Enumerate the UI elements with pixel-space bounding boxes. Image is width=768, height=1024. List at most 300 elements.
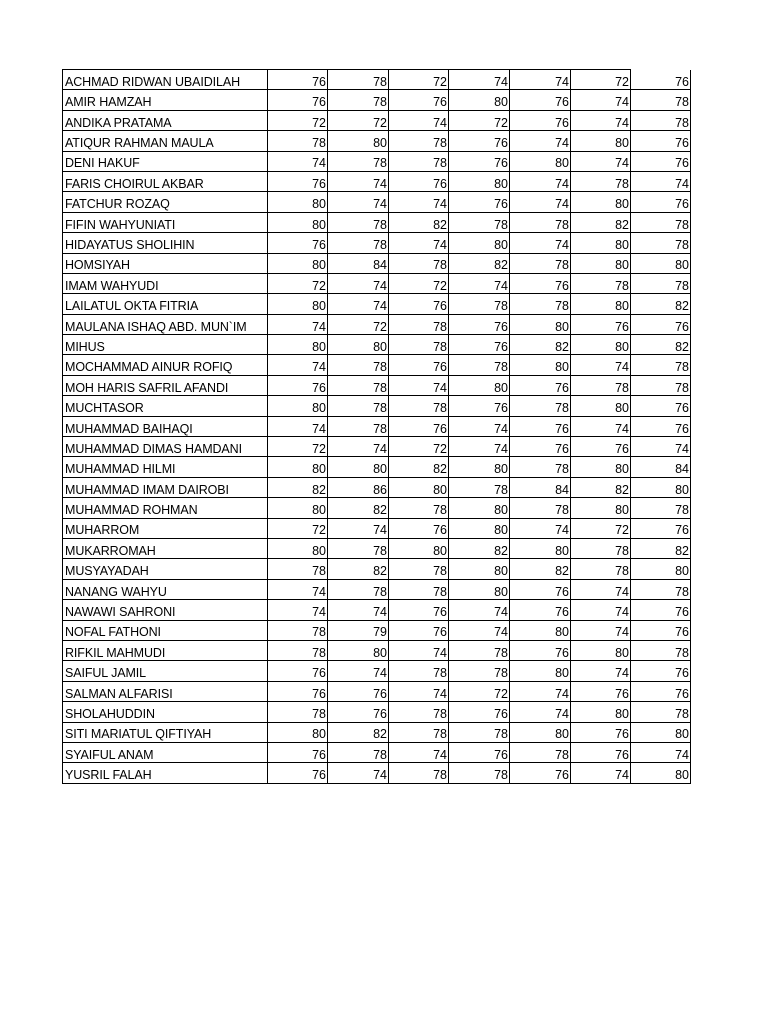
score-cell: 80 bbox=[510, 314, 571, 334]
score-cell: 78 bbox=[510, 498, 571, 518]
score-cell: 78 bbox=[449, 640, 510, 660]
score-cell: 76 bbox=[631, 620, 691, 640]
score-cell: 78 bbox=[328, 70, 389, 90]
grades-table-body bbox=[63, 70, 691, 784]
score-cell: 78 bbox=[571, 538, 631, 558]
score-cell: 76 bbox=[389, 90, 449, 110]
table-row bbox=[63, 273, 691, 293]
score-cell: 74 bbox=[510, 70, 571, 90]
score-cell: 80 bbox=[571, 192, 631, 212]
score-cell: 74 bbox=[571, 110, 631, 130]
score-cell: 82 bbox=[631, 538, 691, 558]
score-cell: 78 bbox=[631, 640, 691, 660]
score-cell: 78 bbox=[449, 477, 510, 497]
score-cell: 74 bbox=[510, 681, 571, 701]
score-cell: 74 bbox=[571, 579, 631, 599]
score-cell: 78 bbox=[328, 396, 389, 416]
score-cell: 74 bbox=[631, 171, 691, 191]
score-cell: 80 bbox=[328, 335, 389, 355]
score-cell: 74 bbox=[389, 681, 449, 701]
grades-table bbox=[62, 69, 691, 784]
score-cell: 80 bbox=[268, 294, 328, 314]
score-cell: 74 bbox=[328, 273, 389, 293]
score-cell: 80 bbox=[328, 640, 389, 660]
score-cell: 80 bbox=[268, 498, 328, 518]
score-cell: 80 bbox=[510, 538, 571, 558]
score-cell: 72 bbox=[571, 70, 631, 90]
score-cell: 80 bbox=[631, 477, 691, 497]
score-cell: 74 bbox=[268, 151, 328, 171]
score-cell: 76 bbox=[449, 742, 510, 762]
score-cell: 86 bbox=[328, 477, 389, 497]
score-cell: 76 bbox=[389, 171, 449, 191]
score-cell: 79 bbox=[328, 620, 389, 640]
score-cell: 80 bbox=[510, 722, 571, 742]
score-cell: 78 bbox=[328, 151, 389, 171]
score-cell: 78 bbox=[328, 538, 389, 558]
score-cell: 80 bbox=[449, 171, 510, 191]
score-cell: 76 bbox=[510, 416, 571, 436]
student-name-cell: IMAM WAHYUDI bbox=[63, 273, 268, 293]
score-cell: 78 bbox=[389, 722, 449, 742]
student-name-cell: MOCHAMMAD AINUR ROFIQ bbox=[63, 355, 268, 375]
score-cell: 76 bbox=[631, 314, 691, 334]
score-cell: 74 bbox=[328, 518, 389, 538]
score-cell: 78 bbox=[389, 559, 449, 579]
score-cell: 74 bbox=[389, 110, 449, 130]
score-cell: 78 bbox=[449, 355, 510, 375]
score-cell: 80 bbox=[631, 722, 691, 742]
score-cell: 76 bbox=[571, 437, 631, 457]
score-cell: 74 bbox=[389, 233, 449, 253]
score-cell: 72 bbox=[389, 273, 449, 293]
table-row bbox=[63, 396, 691, 416]
score-cell: 76 bbox=[510, 640, 571, 660]
table-row bbox=[63, 437, 691, 457]
score-cell: 76 bbox=[571, 722, 631, 742]
score-cell: 78 bbox=[571, 273, 631, 293]
score-cell: 82 bbox=[268, 477, 328, 497]
score-cell: 80 bbox=[449, 375, 510, 395]
score-cell: 80 bbox=[631, 763, 691, 783]
table-row bbox=[63, 90, 691, 110]
table-row bbox=[63, 171, 691, 191]
score-cell: 78 bbox=[389, 314, 449, 334]
score-cell: 78 bbox=[449, 722, 510, 742]
score-cell: 72 bbox=[449, 681, 510, 701]
score-cell: 76 bbox=[631, 151, 691, 171]
table-row bbox=[63, 253, 691, 273]
student-name-cell: SAIFUL JAMIL bbox=[63, 661, 268, 681]
score-cell: 76 bbox=[268, 763, 328, 783]
score-cell: 74 bbox=[510, 233, 571, 253]
score-cell: 82 bbox=[510, 335, 571, 355]
score-cell: 78 bbox=[389, 579, 449, 599]
score-cell: 78 bbox=[510, 742, 571, 762]
score-cell: 78 bbox=[328, 416, 389, 436]
score-cell: 78 bbox=[571, 559, 631, 579]
score-cell: 74 bbox=[328, 192, 389, 212]
score-cell: 76 bbox=[631, 681, 691, 701]
score-cell: 82 bbox=[328, 722, 389, 742]
score-cell: 78 bbox=[328, 579, 389, 599]
score-cell: 76 bbox=[449, 131, 510, 151]
table-row bbox=[63, 335, 691, 355]
score-cell: 80 bbox=[510, 151, 571, 171]
score-cell: 74 bbox=[449, 600, 510, 620]
score-cell: 74 bbox=[268, 416, 328, 436]
table-row bbox=[63, 661, 691, 681]
score-cell: 78 bbox=[328, 90, 389, 110]
score-cell: 80 bbox=[571, 294, 631, 314]
score-cell: 76 bbox=[510, 600, 571, 620]
score-cell: 72 bbox=[389, 70, 449, 90]
score-cell: 76 bbox=[631, 131, 691, 151]
score-cell: 78 bbox=[631, 579, 691, 599]
score-cell: 74 bbox=[449, 70, 510, 90]
student-name-cell: AMIR HAMZAH bbox=[63, 90, 268, 110]
score-cell: 72 bbox=[268, 518, 328, 538]
score-cell: 72 bbox=[449, 110, 510, 130]
score-cell: 76 bbox=[328, 702, 389, 722]
score-cell: 78 bbox=[449, 763, 510, 783]
score-cell: 74 bbox=[571, 763, 631, 783]
score-cell: 76 bbox=[389, 600, 449, 620]
table-row bbox=[63, 233, 691, 253]
score-cell: 74 bbox=[328, 763, 389, 783]
score-cell: 80 bbox=[571, 335, 631, 355]
student-name-cell: MUCHTASOR bbox=[63, 396, 268, 416]
table-row bbox=[63, 477, 691, 497]
student-name-cell: DENI HAKUF bbox=[63, 151, 268, 171]
score-cell: 76 bbox=[449, 151, 510, 171]
table-row bbox=[63, 314, 691, 334]
score-cell: 74 bbox=[510, 131, 571, 151]
score-cell: 76 bbox=[449, 314, 510, 334]
student-name-cell: RIFKIL MAHMUDI bbox=[63, 640, 268, 660]
score-cell: 80 bbox=[268, 212, 328, 232]
score-cell: 82 bbox=[389, 212, 449, 232]
score-cell: 74 bbox=[389, 375, 449, 395]
score-cell: 74 bbox=[268, 579, 328, 599]
score-cell: 74 bbox=[510, 518, 571, 538]
student-name-cell: SITI MARIATUL QIFTIYAH bbox=[63, 722, 268, 742]
student-name-cell: MUHAMMAD IMAM DAIROBI bbox=[63, 477, 268, 497]
score-cell: 82 bbox=[389, 457, 449, 477]
score-cell: 80 bbox=[449, 579, 510, 599]
score-cell: 80 bbox=[571, 131, 631, 151]
score-cell: 78 bbox=[328, 355, 389, 375]
score-cell: 80 bbox=[328, 131, 389, 151]
score-cell: 76 bbox=[449, 396, 510, 416]
score-cell: 74 bbox=[328, 661, 389, 681]
score-cell: 78 bbox=[268, 559, 328, 579]
score-cell: 74 bbox=[268, 600, 328, 620]
score-cell: 80 bbox=[510, 620, 571, 640]
student-name-cell: MUHAMMAD DIMAS HAMDANI bbox=[63, 437, 268, 457]
score-cell: 76 bbox=[631, 600, 691, 620]
score-cell: 78 bbox=[571, 375, 631, 395]
student-name-cell: MAULANA ISHAQ ABD. MUN`IM bbox=[63, 314, 268, 334]
score-cell: 74 bbox=[449, 437, 510, 457]
student-name-cell: NANANG WAHYU bbox=[63, 579, 268, 599]
score-cell: 82 bbox=[631, 335, 691, 355]
score-cell: 76 bbox=[510, 437, 571, 457]
score-cell: 74 bbox=[510, 192, 571, 212]
score-cell: 82 bbox=[510, 559, 571, 579]
score-cell: 78 bbox=[631, 110, 691, 130]
score-cell: 80 bbox=[268, 192, 328, 212]
score-cell: 78 bbox=[268, 620, 328, 640]
score-cell: 78 bbox=[631, 212, 691, 232]
table-row bbox=[63, 742, 691, 762]
score-cell: 76 bbox=[268, 90, 328, 110]
score-cell: 76 bbox=[510, 273, 571, 293]
score-cell: 74 bbox=[268, 355, 328, 375]
score-cell: 74 bbox=[328, 171, 389, 191]
student-name-cell: MOH HARIS SAFRIL AFANDI bbox=[63, 375, 268, 395]
score-cell: 78 bbox=[389, 151, 449, 171]
score-cell: 74 bbox=[328, 437, 389, 457]
score-cell: 78 bbox=[631, 355, 691, 375]
student-name-cell: MUHAMMAD HILMI bbox=[63, 457, 268, 477]
table-row bbox=[63, 212, 691, 232]
score-cell: 74 bbox=[510, 171, 571, 191]
score-cell: 76 bbox=[631, 518, 691, 538]
score-cell: 80 bbox=[571, 396, 631, 416]
score-cell: 78 bbox=[328, 375, 389, 395]
score-cell: 76 bbox=[268, 233, 328, 253]
score-cell: 78 bbox=[268, 702, 328, 722]
score-cell: 78 bbox=[328, 212, 389, 232]
table-row bbox=[63, 538, 691, 558]
table-row bbox=[63, 640, 691, 660]
score-cell: 76 bbox=[449, 335, 510, 355]
score-cell: 74 bbox=[571, 600, 631, 620]
score-cell: 76 bbox=[510, 763, 571, 783]
score-cell: 76 bbox=[631, 661, 691, 681]
score-cell: 76 bbox=[389, 355, 449, 375]
score-cell: 72 bbox=[268, 110, 328, 130]
table-row bbox=[63, 131, 691, 151]
score-cell: 76 bbox=[268, 661, 328, 681]
score-cell: 78 bbox=[389, 396, 449, 416]
score-cell: 72 bbox=[268, 437, 328, 457]
score-cell: 78 bbox=[268, 640, 328, 660]
score-cell: 76 bbox=[389, 620, 449, 640]
score-cell: 76 bbox=[631, 396, 691, 416]
score-cell: 74 bbox=[449, 416, 510, 436]
score-cell: 74 bbox=[571, 416, 631, 436]
score-cell: 76 bbox=[268, 742, 328, 762]
table-row bbox=[63, 681, 691, 701]
score-cell: 80 bbox=[449, 518, 510, 538]
score-cell: 84 bbox=[510, 477, 571, 497]
score-cell: 80 bbox=[268, 253, 328, 273]
score-cell: 74 bbox=[510, 702, 571, 722]
score-cell: 78 bbox=[389, 661, 449, 681]
table-row bbox=[63, 579, 691, 599]
table-row bbox=[63, 416, 691, 436]
score-cell: 80 bbox=[571, 253, 631, 273]
score-cell: 78 bbox=[389, 763, 449, 783]
score-cell: 78 bbox=[631, 375, 691, 395]
student-name-cell: MUHAMMAD BAIHAQI bbox=[63, 416, 268, 436]
score-cell: 76 bbox=[449, 192, 510, 212]
score-cell: 76 bbox=[631, 416, 691, 436]
score-cell: 80 bbox=[268, 538, 328, 558]
score-cell: 80 bbox=[328, 457, 389, 477]
table-row bbox=[63, 457, 691, 477]
score-cell: 82 bbox=[449, 538, 510, 558]
score-cell: 74 bbox=[328, 600, 389, 620]
table-row bbox=[63, 518, 691, 538]
table-row bbox=[63, 702, 691, 722]
student-name-cell: SHOLAHUDDIN bbox=[63, 702, 268, 722]
score-cell: 80 bbox=[510, 661, 571, 681]
score-cell: 82 bbox=[328, 559, 389, 579]
score-cell: 72 bbox=[268, 273, 328, 293]
score-cell: 74 bbox=[571, 661, 631, 681]
score-cell: 78 bbox=[449, 661, 510, 681]
score-cell: 76 bbox=[449, 702, 510, 722]
score-cell: 80 bbox=[571, 640, 631, 660]
score-cell: 74 bbox=[389, 742, 449, 762]
score-cell: 80 bbox=[389, 477, 449, 497]
score-cell: 80 bbox=[510, 355, 571, 375]
score-cell: 76 bbox=[389, 294, 449, 314]
score-cell: 78 bbox=[631, 233, 691, 253]
score-cell: 82 bbox=[571, 212, 631, 232]
student-name-cell: FATCHUR ROZAQ bbox=[63, 192, 268, 212]
student-name-cell: NAWAWI SAHRONI bbox=[63, 600, 268, 620]
score-cell: 78 bbox=[389, 702, 449, 722]
student-name-cell: ATIQUR RAHMAN MAULA bbox=[63, 131, 268, 151]
score-cell: 84 bbox=[631, 457, 691, 477]
score-cell: 74 bbox=[389, 640, 449, 660]
score-cell: 84 bbox=[328, 253, 389, 273]
student-name-cell: FARIS CHOIRUL AKBAR bbox=[63, 171, 268, 191]
score-cell: 76 bbox=[571, 742, 631, 762]
score-cell: 78 bbox=[631, 273, 691, 293]
score-cell: 78 bbox=[631, 498, 691, 518]
score-cell: 76 bbox=[571, 314, 631, 334]
score-cell: 76 bbox=[389, 416, 449, 436]
score-cell: 80 bbox=[449, 233, 510, 253]
score-cell: 80 bbox=[449, 90, 510, 110]
table-row bbox=[63, 375, 691, 395]
score-cell: 80 bbox=[571, 702, 631, 722]
student-name-cell: MUSYAYADAH bbox=[63, 559, 268, 579]
student-name-cell: SALMAN ALFARISI bbox=[63, 681, 268, 701]
score-cell: 80 bbox=[268, 396, 328, 416]
student-name-cell: MUHAMMAD ROHMAN bbox=[63, 498, 268, 518]
student-name-cell: HOMSIYAH bbox=[63, 253, 268, 273]
score-cell: 76 bbox=[631, 70, 691, 90]
score-cell: 74 bbox=[449, 620, 510, 640]
score-cell: 78 bbox=[389, 335, 449, 355]
score-cell: 76 bbox=[510, 90, 571, 110]
score-cell: 76 bbox=[268, 70, 328, 90]
student-name-cell: HIDAYATUS SHOLIHIN bbox=[63, 233, 268, 253]
score-cell: 80 bbox=[571, 233, 631, 253]
student-name-cell: SYAIFUL ANAM bbox=[63, 742, 268, 762]
table-row bbox=[63, 620, 691, 640]
score-cell: 82 bbox=[328, 498, 389, 518]
score-cell: 76 bbox=[510, 375, 571, 395]
score-cell: 74 bbox=[449, 273, 510, 293]
score-cell: 78 bbox=[510, 294, 571, 314]
score-cell: 76 bbox=[268, 375, 328, 395]
score-cell: 82 bbox=[571, 477, 631, 497]
student-name-cell: FIFIN WAHYUNIATI bbox=[63, 212, 268, 232]
score-cell: 80 bbox=[631, 253, 691, 273]
score-cell: 76 bbox=[328, 681, 389, 701]
table-row bbox=[63, 600, 691, 620]
score-cell: 78 bbox=[389, 498, 449, 518]
score-cell: 74 bbox=[389, 192, 449, 212]
score-cell: 78 bbox=[571, 171, 631, 191]
score-cell: 74 bbox=[571, 90, 631, 110]
score-cell: 82 bbox=[631, 294, 691, 314]
score-cell: 80 bbox=[631, 559, 691, 579]
table-row bbox=[63, 151, 691, 171]
score-cell: 74 bbox=[328, 294, 389, 314]
student-name-cell: YUSRIL FALAH bbox=[63, 763, 268, 783]
score-cell: 74 bbox=[571, 151, 631, 171]
student-name-cell: MUKARROMAH bbox=[63, 538, 268, 558]
table-row bbox=[63, 722, 691, 742]
score-cell: 76 bbox=[631, 192, 691, 212]
score-cell: 80 bbox=[449, 498, 510, 518]
score-cell: 76 bbox=[389, 518, 449, 538]
score-cell: 80 bbox=[389, 538, 449, 558]
score-cell: 72 bbox=[389, 437, 449, 457]
table-row bbox=[63, 498, 691, 518]
table-row bbox=[63, 294, 691, 314]
score-cell: 78 bbox=[510, 396, 571, 416]
score-cell: 78 bbox=[510, 212, 571, 232]
student-name-cell: MUHARROM bbox=[63, 518, 268, 538]
score-cell: 80 bbox=[571, 457, 631, 477]
score-cell: 80 bbox=[268, 722, 328, 742]
score-cell: 72 bbox=[328, 110, 389, 130]
score-cell: 78 bbox=[510, 253, 571, 273]
score-cell: 74 bbox=[571, 620, 631, 640]
score-cell: 78 bbox=[449, 294, 510, 314]
score-cell: 76 bbox=[510, 110, 571, 130]
student-name-cell: ACHMAD RIDWAN UBAIDILAH bbox=[63, 70, 268, 90]
score-cell: 74 bbox=[268, 314, 328, 334]
table-row bbox=[63, 70, 691, 90]
score-cell: 78 bbox=[389, 253, 449, 273]
score-cell: 80 bbox=[268, 335, 328, 355]
score-cell: 76 bbox=[571, 681, 631, 701]
table-row bbox=[63, 355, 691, 375]
score-cell: 74 bbox=[631, 437, 691, 457]
score-cell: 78 bbox=[268, 131, 328, 151]
score-cell: 80 bbox=[571, 498, 631, 518]
student-name-cell: MIHUS bbox=[63, 335, 268, 355]
score-cell: 76 bbox=[268, 681, 328, 701]
table-row bbox=[63, 763, 691, 783]
student-name-cell: NOFAL FATHONI bbox=[63, 620, 268, 640]
score-cell: 78 bbox=[328, 742, 389, 762]
score-cell: 78 bbox=[510, 457, 571, 477]
score-cell: 80 bbox=[449, 559, 510, 579]
score-cell: 74 bbox=[631, 742, 691, 762]
score-cell: 78 bbox=[449, 212, 510, 232]
